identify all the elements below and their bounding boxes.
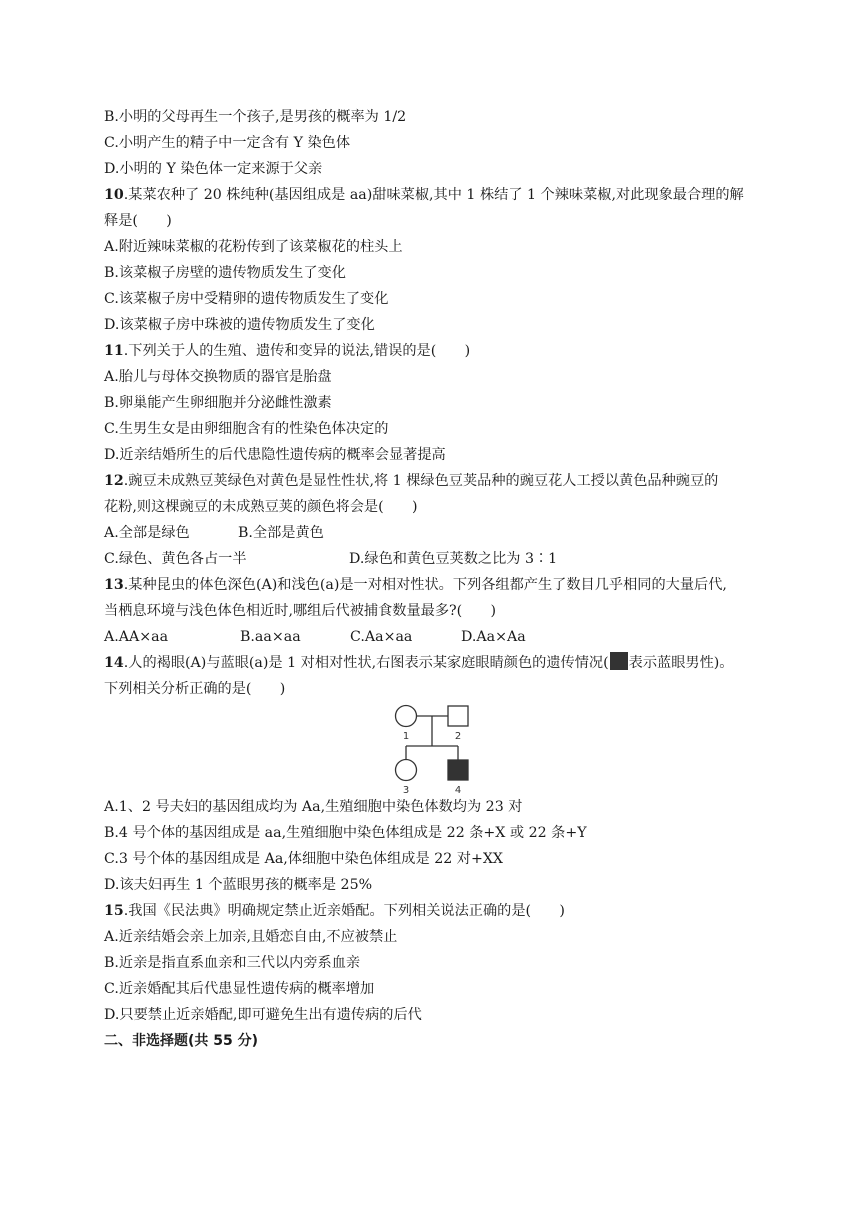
option-line: C.该菜椒子房中受精卵的遗传物质发生了变化 <box>104 291 389 307</box>
option-line: D.该菜椒子房中珠被的遗传物质发生了变化 <box>104 317 375 333</box>
option-line: D.小明的 Y 染色体一定来源于父亲 <box>104 161 323 177</box>
question-13-stem <box>104 572 784 598</box>
options-row <box>104 520 784 546</box>
exam-page <box>104 104 784 1054</box>
option-line: C.3 号个体的基因组成是 Aa,体细胞中染色体组成是 22 对+XX <box>104 851 504 867</box>
pedigree-figure <box>104 702 784 794</box>
question-number: 10 <box>104 187 124 203</box>
option-line: A.近亲结婚会亲上加亲,且婚恋自由,不应被禁止 <box>104 929 398 945</box>
option-b: B.全部是黄色 <box>238 525 324 541</box>
question-number: 12 <box>104 473 124 489</box>
question-number: 14 <box>104 655 124 671</box>
options-row <box>104 624 784 650</box>
option-line: C.小明产生的精子中一定含有 Y 染色体 <box>104 135 351 151</box>
question-text: .某菜农种了 20 株纯种(基因组成是 aa)甜味菜椒,其中 1 株结了 1 个辣味菜椒,对此现象最合理的解 <box>123 187 744 203</box>
question-number: 13 <box>104 577 124 593</box>
question-12-stem <box>104 468 784 494</box>
female-1-symbol <box>396 706 417 727</box>
option-b: B.aa×aa <box>240 629 301 645</box>
option-line: D.只要禁止近亲婚配,即可避免生出有遗传病的后代 <box>104 1007 422 1023</box>
label-2: 2 <box>454 731 462 742</box>
question-11-stem <box>104 338 784 364</box>
question-text: .下列关于人的生殖、遗传和变异的说法,错误的是( ) <box>123 343 471 359</box>
option-a: A.全部是绿色 <box>104 525 190 541</box>
question-text: .豌豆未成熟豆荚绿色对黄色是显性性状,将 1 棵绿色豆荚品种的豌豆花人工授以黄色品种豌豆的 <box>123 473 719 489</box>
question-15-stem <box>104 898 784 924</box>
option-line: D.近亲结婚所生的后代患隐性遗传病的概率会显著提高 <box>104 447 446 463</box>
question-number: 15 <box>104 903 124 919</box>
question-text: .某种昆虫的体色深色(A)和浅色(a)是一对相对性状。下列各组都产生了数目几乎相同的大量后代, <box>123 577 727 593</box>
option-c: C.绿色、黄色各占一半 <box>104 551 247 567</box>
question-text: 花粉,则这棵豌豆的未成熟豆荚的颜色将会是( ) <box>104 499 418 515</box>
option-line: B.近亲是指直系血亲和三代以内旁系血亲 <box>104 955 361 971</box>
pedigree-chart <box>390 702 490 794</box>
label-1: 1 <box>402 731 410 742</box>
male-2-symbol <box>448 706 468 726</box>
question-text: .我国《民法典》明确规定禁止近亲婚配。下列相关说法正确的是( ) <box>123 903 565 919</box>
option-line: B.卵巢能产生卵细胞并分泌雌性激素 <box>104 395 332 411</box>
option-line: A.1、2 号夫妇的基因组成均为 Aa,生殖细胞中染色体数均为 23 对 <box>104 799 523 815</box>
option-d: D.Aa×Aa <box>461 629 526 645</box>
label-4: 4 <box>454 785 462 794</box>
option-line: D.该夫妇再生 1 个蓝眼男孩的概率是 25% <box>104 877 373 893</box>
question-number: 11 <box>104 343 124 359</box>
question-text: 下列相关分析正确的是( ) <box>104 681 286 697</box>
option-line: B.4 号个体的基因组成是 aa,生殖细胞中染色体组成是 22 条+X 或 22 条+Y <box>104 825 587 841</box>
question-text: 当栖息环境与浅色体色相近时,哪组后代被捕食数量最多?( ) <box>104 603 497 619</box>
question-text: .人的褐眼(A)与蓝眼(a)是 1 对相对性状,右图表示某家庭眼睛颜色的遗传情况( <box>123 655 609 671</box>
option-line: B.小明的父母再生一个孩子,是男孩的概率为 1/2 <box>104 109 407 125</box>
option-line: C.生男生女是由卵细胞含有的性染色体决定的 <box>104 421 389 437</box>
section-heading: 二、非选择题(共 55 分) <box>104 1033 259 1049</box>
options-row <box>104 546 784 572</box>
female-3-symbol <box>396 760 417 781</box>
label-3: 3 <box>402 785 410 794</box>
question-text: 表示蓝眼男性)。 <box>628 655 734 671</box>
question-14-stem <box>104 650 784 676</box>
option-d: D.绿色和黄色豆荚数之比为 3∶1 <box>349 551 558 567</box>
question-text: 释是( ) <box>104 213 172 229</box>
option-c: C.Aa×aa <box>350 629 413 645</box>
option-a: A.AA×aa <box>104 629 169 645</box>
option-line: B.该菜椒子房壁的遗传物质发生了变化 <box>104 265 346 281</box>
option-line: A.胎儿与母体交换物质的器官是胎盘 <box>104 369 332 385</box>
option-line: A.附近辣味菜椒的花粉传到了该菜椒花的柱头上 <box>104 239 403 255</box>
filled-square-icon <box>610 652 628 670</box>
question-10-stem <box>104 182 784 208</box>
male-4-affected-symbol <box>448 760 468 780</box>
option-line: C.近亲婚配其后代患显性遗传病的概率增加 <box>104 981 375 997</box>
